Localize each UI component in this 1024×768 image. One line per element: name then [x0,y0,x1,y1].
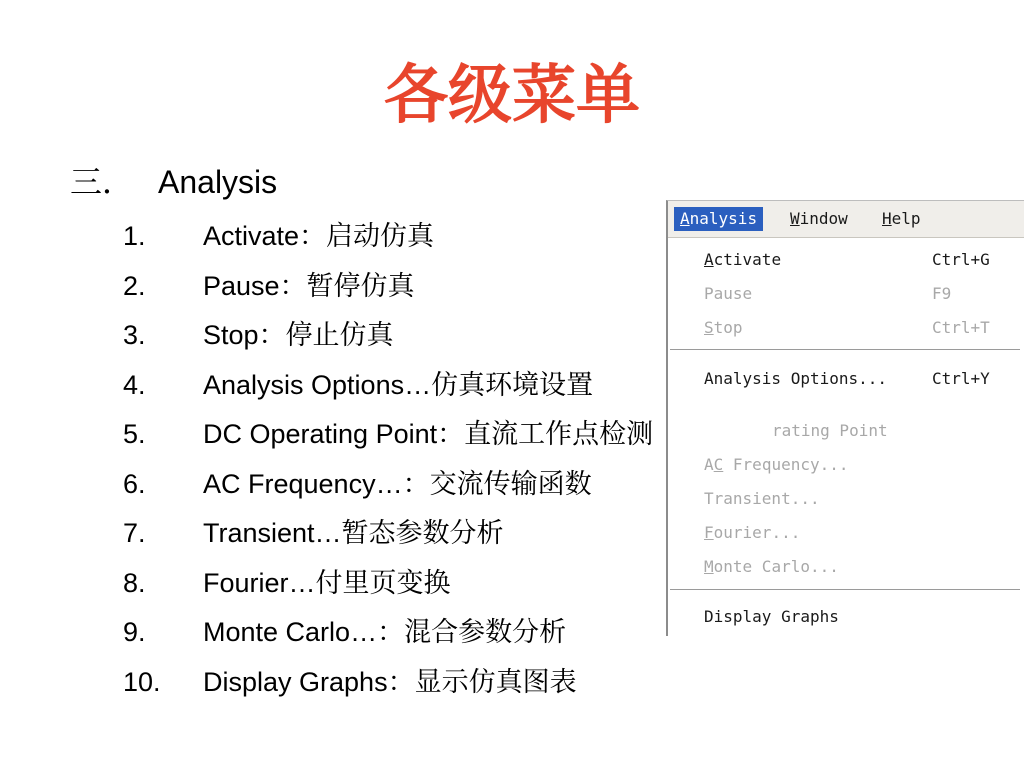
list-item [123,659,653,709]
list-item [123,411,653,461]
menubar-help[interactable] [876,207,927,231]
list-item-index: 1. [123,221,146,251]
section-number: 三． [70,164,135,200]
menu-item-display-graphs[interactable]: Display Graphs [704,607,839,626]
shortcut-analysis-options: Ctrl+Y [932,369,990,388]
list-item-text: AC Frequency…：交流传输函数 [203,468,592,499]
mnemonic-letter: M [704,557,714,576]
list-item [123,213,653,263]
menubar-analysis[interactable] [674,207,763,231]
menu-item-stop[interactable] [704,316,743,340]
menu-item-label-rest: ourier... [713,523,801,542]
analysis-menu-screenshot [666,200,1024,636]
mnemonic-letter: W [790,209,800,228]
mnemonic-letter: H [882,209,892,228]
section-heading-text: Analysis [158,164,278,200]
mnemonic-letter: S [704,318,714,337]
menu-item-transient[interactable]: Transient... [704,489,820,508]
menu-item-dc-operating-point[interactable]: rating Point [772,421,888,440]
menu-separator [670,349,1020,351]
list-item-text: DC Operating Point：直流工作点检测 [203,419,654,449]
menu-item-label-rest: onte Carlo... [713,557,839,576]
menu-description-list [123,213,653,708]
menu-separator [670,589,1020,591]
list-item [123,362,653,412]
list-item-text: Analysis Options…仿真环境设置 [203,369,594,400]
menu-item-activate[interactable] [704,248,781,272]
list-item-text: Monte Carlo…：混合参数分析 [203,617,567,647]
mnemonic-letter: A [680,209,690,228]
shortcut-stop: Ctrl+T [932,318,990,337]
list-item [123,461,653,511]
menu-item-ac-frequency[interactable] [704,453,849,477]
list-item-index: 4. [123,369,146,400]
menubar-window[interactable] [784,207,854,231]
list-item-index: 7. [123,518,146,548]
section-heading [70,160,277,204]
menu-item-label-start: A [704,455,714,474]
menubar-label-rest: elp [891,209,921,228]
menu-item-label-rest: Frequency... [723,455,849,474]
mnemonic-letter: A [704,250,714,269]
list-item-index: 5. [123,419,146,449]
list-item-index: 3. [123,320,146,350]
list-item [123,560,653,610]
list-item-text: Fourier…付里页变换 [203,567,451,598]
list-item [123,263,653,313]
list-item [123,510,653,560]
mnemonic-letter: C [713,455,724,474]
menu-item-label-rest: ctivate [713,250,782,269]
list-item [123,609,653,659]
list-item-text: Transient…暂态参数分析 [203,518,504,548]
slide-title: 各级菜单 [384,58,640,133]
list-item-text: Activate：启动仿真 [203,221,435,251]
menu-item-label-rest: top [713,318,743,337]
menu-item-monte-carlo[interactable] [704,555,839,579]
shortcut-pause: F9 [932,284,952,303]
menu-item-pause[interactable]: Pause [704,284,753,303]
menubar-label-rest: indow [799,209,848,228]
list-item-index: 8. [123,567,146,598]
list-item-index: 9. [123,617,146,647]
list-item-index: 6. [123,468,146,499]
list-item-text: Stop：停止仿真 [203,320,394,350]
shortcut-activate: Ctrl+G [932,250,990,269]
menu-item-analysis-options[interactable]: Analysis Options... [704,369,888,388]
list-item [123,312,653,362]
list-item-index: 10. [123,666,161,697]
list-item-index: 2. [123,270,146,301]
menu-item-fourier[interactable] [704,521,800,545]
list-item-text: Display Graphs：显示仿真图表 [203,666,577,697]
menubar-label-rest: nalysis [689,209,758,228]
menu-dropdown [668,238,1024,636]
list-item-text: Pause：暂停仿真 [203,270,415,301]
mnemonic-letter: F [704,523,714,542]
menubar [668,201,1024,238]
